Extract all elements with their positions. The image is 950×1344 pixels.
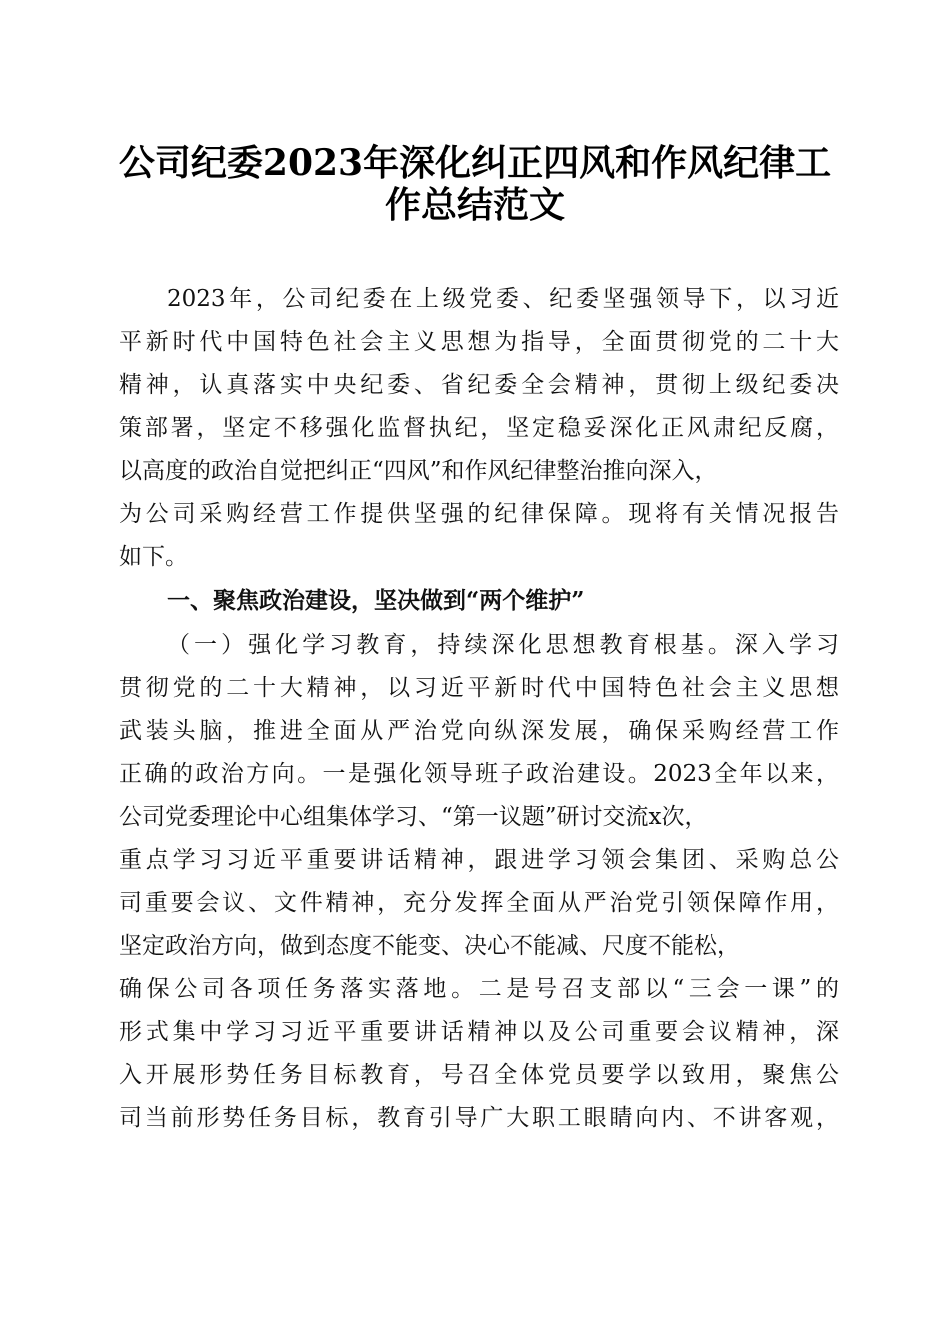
body-paragraph-line: 坚定政治方向，做到态度不能变、决心不能减、尺度不能松， [119, 933, 740, 959]
intro-paragraph-line: 为公司采购经营工作提供坚强的纪律保障。现将有关情况报告 [119, 501, 839, 527]
intro-paragraph-line: 以高度的政治自觉把纠正“四风”和作风纪律整治推向深入， [119, 458, 718, 484]
body-paragraph-line: 司重要会议、文件精神，充分发挥全面从严治党引领保障作用， [119, 890, 839, 916]
body-paragraph-line: 确保公司各项任务落实落地。二是号召支部以“三会一课”的 [119, 976, 839, 1002]
intro-paragraph-line: 精神，认真落实中央纪委、省纪委全会精神，贯彻上级纪委决 [119, 372, 839, 398]
body-paragraph-line: 正确的政治方向。一是强化领导班子政治建设。2023全年以来， [119, 761, 839, 787]
body-paragraph-line: 贯彻党的二十大精神，以习近平新时代中国特色社会主义思想 [119, 675, 839, 701]
intro-paragraph-line: 平新时代中国特色社会主义思想为指导，全面贯彻党的二十大 [119, 329, 839, 355]
body-paragraph-line: 司当前形势任务目标，教育引导广大职工眼睛向内、不讲客观， [119, 1105, 839, 1131]
body-paragraph-line: 重点学习习近平重要讲话精神，跟进学习领会集团、采购总公 [119, 847, 839, 873]
intro-paragraph-line: 策部署，坚定不移强化监督执纪，坚定稳妥深化正风肃纪反腐， [119, 415, 839, 441]
intro-paragraph-line: 2023年，公司纪委在上级党委、纪委坚强领导下，以习近 [167, 286, 839, 312]
body-paragraph-line: 入开展形势任务目标教育，号召全体党员要学以致用，聚焦公 [119, 1062, 839, 1088]
body-paragraph-line: 形式集中学习习近平重要讲话精神以及公司重要会议精神，深 [119, 1019, 839, 1045]
section-heading: 一、聚焦政治建设，坚决做到“两个维护” [167, 587, 585, 614]
body-paragraph-line: 公司党委理论中心组集体学习、“第一议题”研讨交流x次， [119, 804, 708, 830]
body-paragraph-line: （一）强化学习教育，持续深化思想教育根基。深入学习 [167, 632, 839, 658]
document-title-line-1: 公司纪委2023年深化纠正四风和作风纪律工 [118, 142, 832, 184]
document-title-line-2: 作总结范文 [384, 184, 565, 226]
body-paragraph-line: 武装头脑，推进全面从严治党向纵深发展，确保采购经营工作 [119, 718, 839, 744]
intro-paragraph-line: 如下。 [119, 544, 188, 570]
